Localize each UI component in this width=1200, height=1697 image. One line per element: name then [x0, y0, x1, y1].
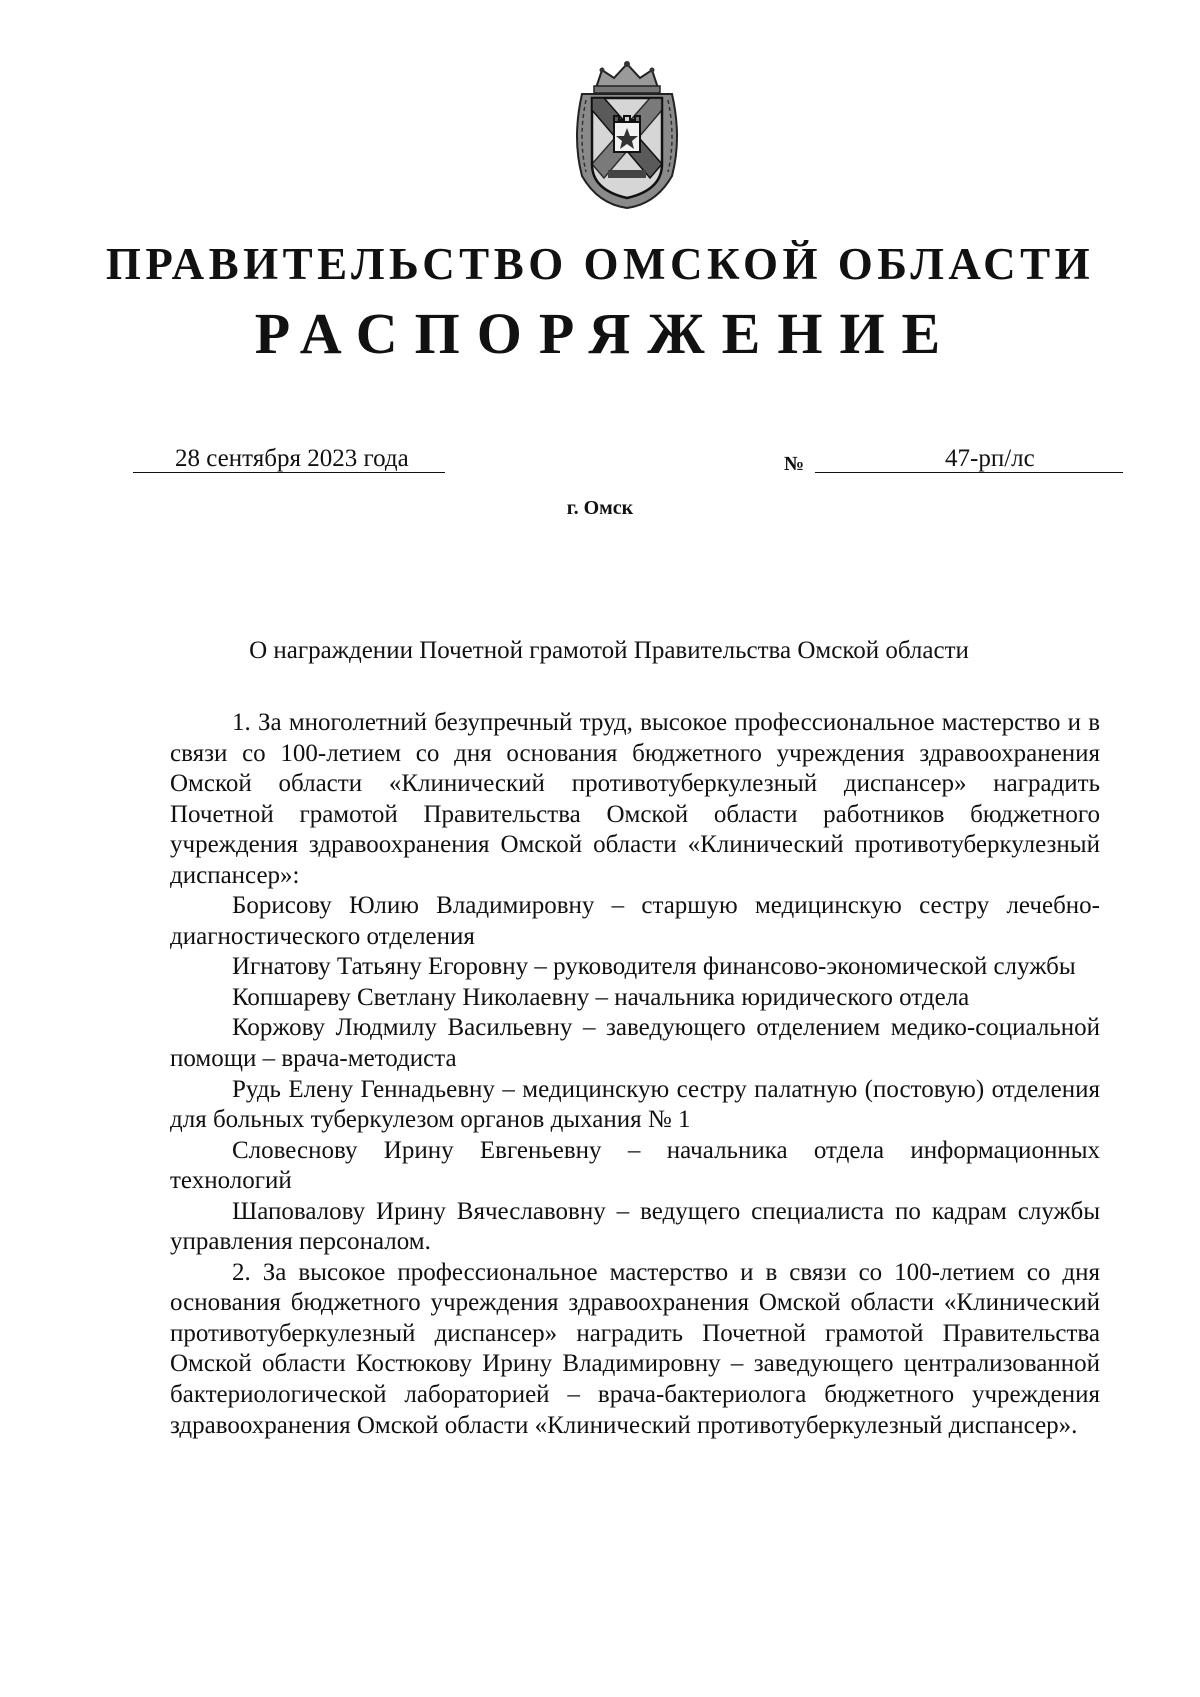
awardee-slovesnova: Словеснову Ирину Евгеньевну – начальника отдела информационных технологий [170, 1136, 1100, 1195]
document-number: 47-рп/лс [945, 445, 1035, 472]
document-number-field [815, 446, 1123, 473]
document-body [170, 708, 1100, 1441]
paragraph-item-2: 2. За высокое профессиональное мастерство и в связи со 100-летием со дня основания бюджетного учреждения здравоохранения Омской области «Клинический противотуберкулезный диспансер» наградить Почетной грамотой Правительства Омской области Костюкову Ирину Владимировну – заведующего централизованной бактериологической лабораторией – врача-бактериолога бюджетного учреждения здравоохранения Омской области «Клинический противотуберкулезный диспансер». [170, 1258, 1100, 1439]
awardee-korzhova: Коржову Людмилу Васильевну – заведующего отделением медико-социальной помощи – врача-методиста [170, 1014, 1100, 1073]
paragraph-item-1: 1. За многолетний безупречный труд, высокое профессиональное мастерство и в связи со 100-летием со дня основания бюджетного учреждения здравоохранения Омской области «Клинический противотуберкулезный диспансер» наградить Почетной грамотой Правительства Омской области работников бюджетного учреждения здравоохранения Омской области «Клинический противотуберкулезный диспансер»: [170, 709, 1100, 889]
awardee-ignatova: Игнатову Татьяну Егоровну – руководителя финансово-экономической службы [232, 953, 1076, 981]
awardee-borisova: Борисову Юлию Владимировну – старшую медицинскую сестру лечебно-диагностического отделения [170, 892, 1100, 950]
awardee-shapovalova: Шаповалову Ирину Вячеславовну – ведущего специалиста по кадрам службы управления персоналом. [170, 1197, 1100, 1256]
document-date-field [133, 446, 445, 473]
document-date: 28 сентября 2023 года [175, 445, 409, 472]
document-type-title: РАСПОРЯЖЕНИЕ [254, 301, 958, 366]
awardee-kopshareva: Копшареву Светлану Николаевну – начальника юридического отдела [232, 983, 970, 1011]
number-sign: № [784, 453, 805, 475]
coat-of-arms-icon [568, 58, 686, 210]
awardee-rud: Рудь Елену Геннадьевну – медицинскую сестру палатную (постовую) отделения для больных туберкулезом органов дыхания № 1 [170, 1075, 1100, 1134]
document-subject: О награждении Почетной грамотой Правительства Омской области [249, 637, 969, 664]
document-city: г. Омск [566, 497, 634, 519]
organization-title: ПРАВИТЕЛЬСТВО ОМСКОЙ ОБЛАСТИ [105, 239, 1095, 289]
